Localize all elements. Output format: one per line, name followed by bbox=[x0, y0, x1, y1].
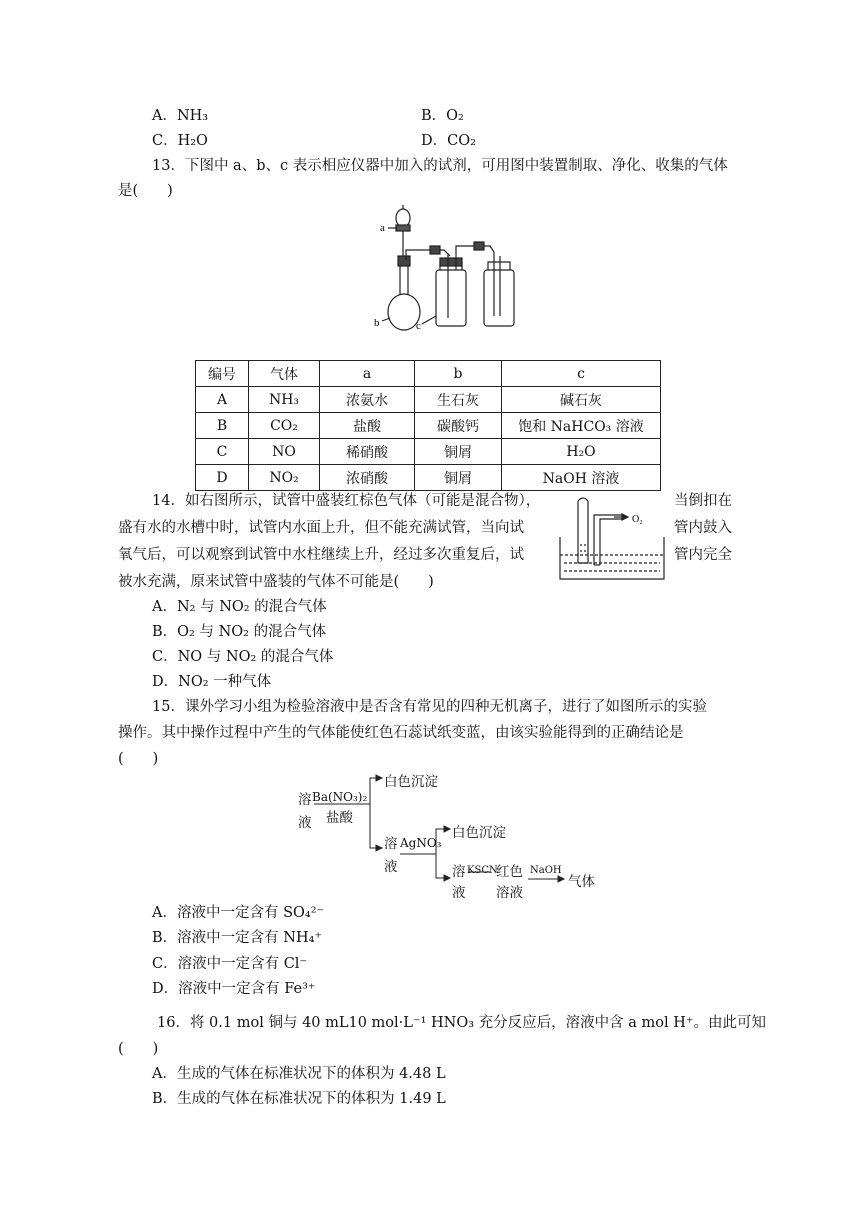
flow-red-bottom: 溶液 bbox=[496, 885, 523, 901]
gas-apparatus-figure bbox=[370, 200, 530, 335]
flow-reagent1-bottom: 盐酸 bbox=[326, 810, 353, 826]
flow-reagent3: KSCN bbox=[467, 865, 498, 876]
label-b: b bbox=[374, 317, 380, 329]
q14-line2-left: 盛有水的水槽中时，试管内水面上升，但不能充满试管，当向试 bbox=[118, 520, 524, 536]
header-cell: c bbox=[502, 361, 661, 387]
o2-label: O₂ bbox=[632, 514, 643, 525]
q16-line1: 16．将 0.1 mol 铜与 40 mL10 mol·L⁻¹ HNO₃ 充分反应后，溶液中含 a mol H⁺。由此可知 bbox=[157, 1015, 767, 1031]
table-row bbox=[196, 387, 661, 413]
q14-line3-left: 氧气后，可以观察到试管中水柱继续上升，经过多次重复后，试 bbox=[118, 547, 524, 563]
q12-option-d: D．CO₂ bbox=[421, 133, 476, 149]
flow-solution-bottom: 液 bbox=[298, 815, 312, 831]
header-cell: 气体 bbox=[249, 361, 320, 387]
q15-line3: ( ) bbox=[118, 751, 159, 767]
q13-stem-line2: 是( ) bbox=[118, 183, 173, 199]
table-cell: 浓硝酸 bbox=[320, 465, 415, 491]
q14-option-d: D．NO₂ 一种气体 bbox=[152, 674, 272, 690]
q14-line4: 被水充满，原来试管中盛装的气体不可能是( ) bbox=[118, 574, 434, 590]
label-a: a bbox=[380, 222, 385, 234]
q13-stem-line1: 13．下图中 a、b、c 表示相应仪器中加入的试剂，可用图中装置制取、净化、收集的气体 bbox=[152, 158, 728, 174]
q15-option-b: B．溶液中一定含有 NH₄⁺ bbox=[152, 930, 323, 946]
table-cell: D bbox=[196, 465, 249, 491]
table-cell: 铜屑 bbox=[415, 439, 502, 465]
table-cell: 铜屑 bbox=[415, 465, 502, 491]
flow-reagent2: AgNO₃ bbox=[400, 836, 442, 850]
q15-line2: 操作。其中操作过程中产生的气体能使红色石蕊试纸变蓝，由该实验能得到的正确结论是 bbox=[118, 725, 684, 741]
label-c: c bbox=[416, 320, 421, 332]
q15-option-a: A．溶液中一定含有 SO₄²⁻ bbox=[152, 905, 325, 921]
table-row bbox=[196, 465, 661, 491]
table-cell: NH₃ bbox=[249, 387, 320, 413]
flow-solution2-bottom: 液 bbox=[384, 859, 398, 875]
table-cell: 碱石灰 bbox=[502, 387, 661, 413]
flow-reagent1-top: Ba(NO₃)₂ bbox=[312, 790, 368, 804]
q16-option-a: A．生成的气体在标准状况下的体积为 4.48 L bbox=[152, 1066, 446, 1082]
q14-option-a: A．N₂ 与 NO₂ 的混合气体 bbox=[152, 599, 327, 615]
table-cell: NaOH 溶液 bbox=[502, 465, 661, 491]
q14-option-c: C．NO 与 NO₂ 的混合气体 bbox=[152, 649, 334, 665]
table-row bbox=[196, 439, 661, 465]
flow-red-top: 红色 bbox=[496, 864, 523, 880]
flow-solution3-bottom: 液 bbox=[452, 885, 466, 901]
table-cell: A bbox=[196, 387, 249, 413]
test-tube-trough-figure bbox=[556, 495, 671, 587]
q14-line3-right: 管内完全 bbox=[674, 547, 732, 563]
table-cell: 浓氨水 bbox=[320, 387, 415, 413]
header-cell: a bbox=[320, 361, 415, 387]
flow-gas: 气体 bbox=[568, 874, 595, 890]
flow-solution3-top: 溶 bbox=[452, 864, 466, 880]
table-cell: CO₂ bbox=[249, 413, 320, 439]
table-cell: 碳酸钙 bbox=[415, 413, 502, 439]
q14-line1-right: 当倒扣在 bbox=[674, 493, 732, 509]
q12-option-b: B．O₂ bbox=[421, 108, 464, 124]
header-cell: 编号 bbox=[196, 361, 249, 387]
table-header-row bbox=[196, 361, 661, 387]
q12-option-c: C．H₂O bbox=[152, 133, 208, 149]
q16-line2: ( ) bbox=[118, 1041, 159, 1057]
table-cell: B bbox=[196, 413, 249, 439]
table-cell: 饱和 NaHCO₃ 溶液 bbox=[502, 413, 661, 439]
q14-option-b: B．O₂ 与 NO₂ 的混合气体 bbox=[152, 624, 327, 640]
table-cell: NO₂ bbox=[249, 465, 320, 491]
q12-option-a: A．NH₃ bbox=[152, 108, 209, 124]
header-cell: b bbox=[415, 361, 502, 387]
flow-product1: 白色沉淀 bbox=[384, 774, 438, 790]
flow-reagent4: NaOH bbox=[530, 865, 562, 876]
table-cell: C bbox=[196, 439, 249, 465]
q14-line1-left: 14．如右图所示，试管中盛装红棕色气体（可能是混合物）， bbox=[152, 493, 541, 509]
table-row bbox=[196, 413, 661, 439]
table-cell: 稀硝酸 bbox=[320, 439, 415, 465]
reagent-table bbox=[195, 360, 661, 491]
q14-line2-right: 管内鼓入 bbox=[674, 520, 732, 536]
table-cell: 盐酸 bbox=[320, 413, 415, 439]
table-cell: NO bbox=[249, 439, 320, 465]
q15-option-d: D．溶液中一定含有 Fe³⁺ bbox=[152, 981, 316, 997]
table-cell: H₂O bbox=[502, 439, 661, 465]
flow-product2: 白色沉淀 bbox=[452, 825, 506, 841]
q15-option-c: C．溶液中一定含有 Cl⁻ bbox=[152, 956, 308, 972]
q16-option-b: B．生成的气体在标准状况下的体积为 1.49 L bbox=[152, 1091, 446, 1107]
flow-solution-top: 溶 bbox=[298, 792, 312, 808]
table-cell: 生石灰 bbox=[415, 387, 502, 413]
q15-line1: 15．课外学习小组为检验溶液中是否含有常见的四种无机离子，进行了如图所示的实验 bbox=[152, 699, 707, 715]
flow-solution2-top: 溶 bbox=[384, 836, 398, 852]
